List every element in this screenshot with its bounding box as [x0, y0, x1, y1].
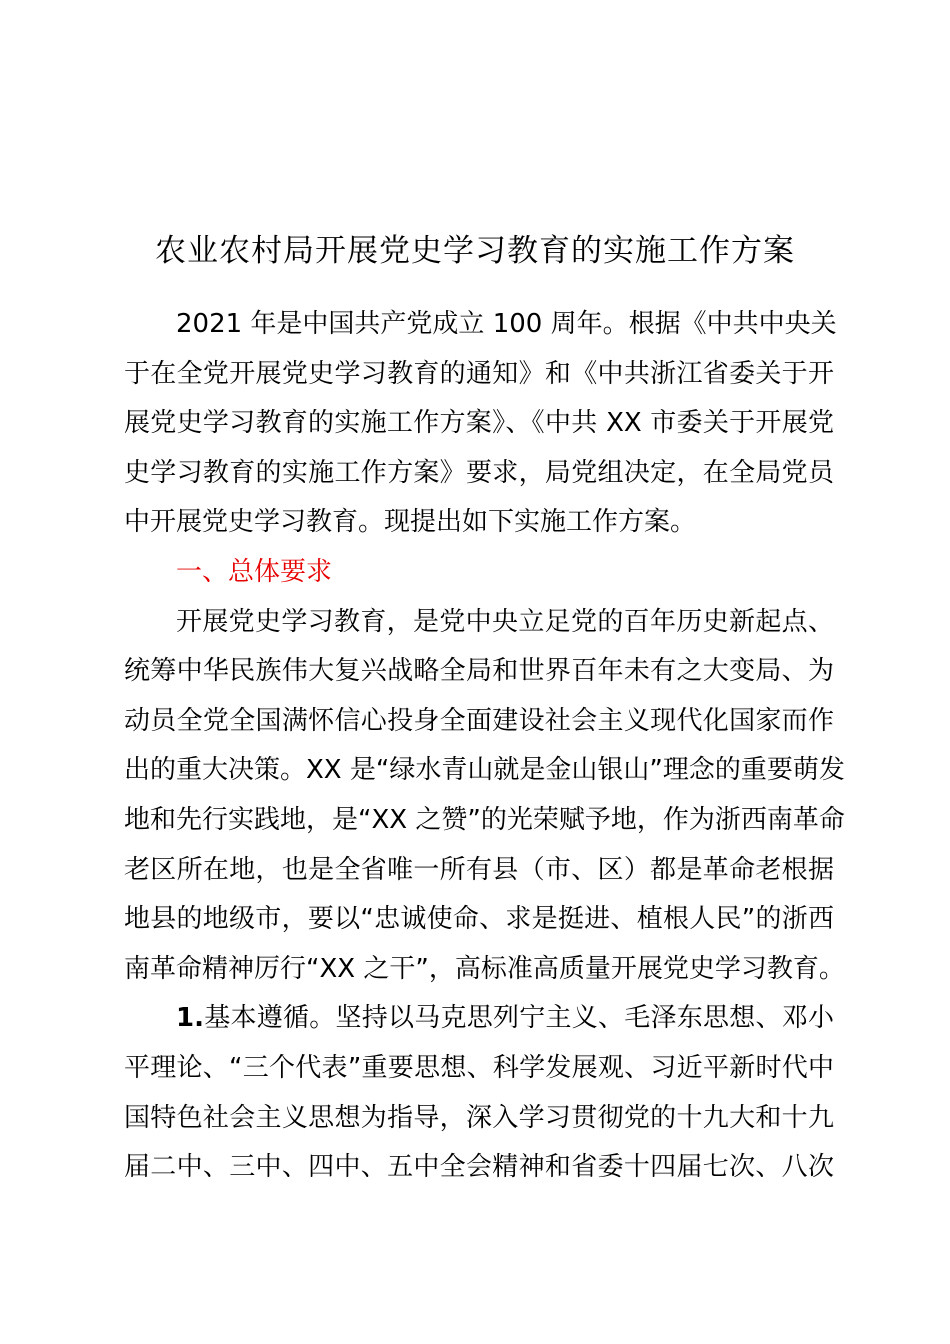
item-line: 届二中、三中、四中、五中全会精神和省委十四届七次、八次 [124, 1152, 834, 1183]
intro-line: 展党史学习教育的实施工作方案》、《中共 XX 市委关于开展党 [124, 408, 834, 439]
intro-line: 史学习教育的实施工作方案》要求，局党组决定，在全局党员 [124, 457, 834, 488]
section-paragraph-line: 统筹中华民族伟大复兴战略全局和世界百年未有之大变局、为 [124, 656, 834, 687]
item-first-line [124, 994, 834, 1044]
item-number: 1. [176, 1003, 204, 1034]
item-text: 基本遵循。坚持以马克思列宁主义、毛泽东思想、邓小 [203, 1003, 834, 1034]
item-line: 国特色社会主义思想为指导，深入学习贯彻党的十九大和十九 [124, 1102, 834, 1133]
document-title: 农业农村局开展党史学习教育的实施工作方案 [155, 233, 795, 269]
intro-line: 于在全党开展党史学习教育的通知》和《中共浙江省委关于开 [124, 358, 834, 389]
section-paragraph-line: 开展党史学习教育，是党中央立足党的百年历史新起点、 [176, 606, 834, 637]
section-paragraph-line: 动员全党全国满怀信心投身全面建设社会主义现代化国家而作 [124, 705, 834, 736]
document-body [124, 300, 845, 1193]
section-paragraph-line: 老区所在地，也是全省唯一所有县（市、区）都是革命老根据 [124, 854, 834, 885]
item-line: 平理论、“三个代表”重要思想、科学发展观、习近平新时代中 [124, 1052, 834, 1083]
intro-line: 2021 年是中国共产党成立 100 周年。根据《中共中央关 [176, 309, 837, 339]
section-heading: 一、总体要求 [176, 556, 333, 587]
section-paragraph-line: 地县的地级市，要以“忠诚使命、求是挺进、植根人民”的浙西 [124, 904, 834, 935]
section-paragraph-line: 出的重大决策。XX 是“绿水青山就是金山银山”理念的重要萌发 [124, 755, 845, 786]
section-paragraph-line: 南革命精神厉行“XX 之干”，高标准高质量开展党史学习教育。 [124, 953, 845, 984]
intro-line: 中开展党史学习教育。现提出如下实施工作方案。 [124, 507, 697, 538]
section-paragraph-line: 地和先行实践地，是“XX 之赞”的光荣赋予地，作为浙西南革命 [124, 804, 845, 835]
